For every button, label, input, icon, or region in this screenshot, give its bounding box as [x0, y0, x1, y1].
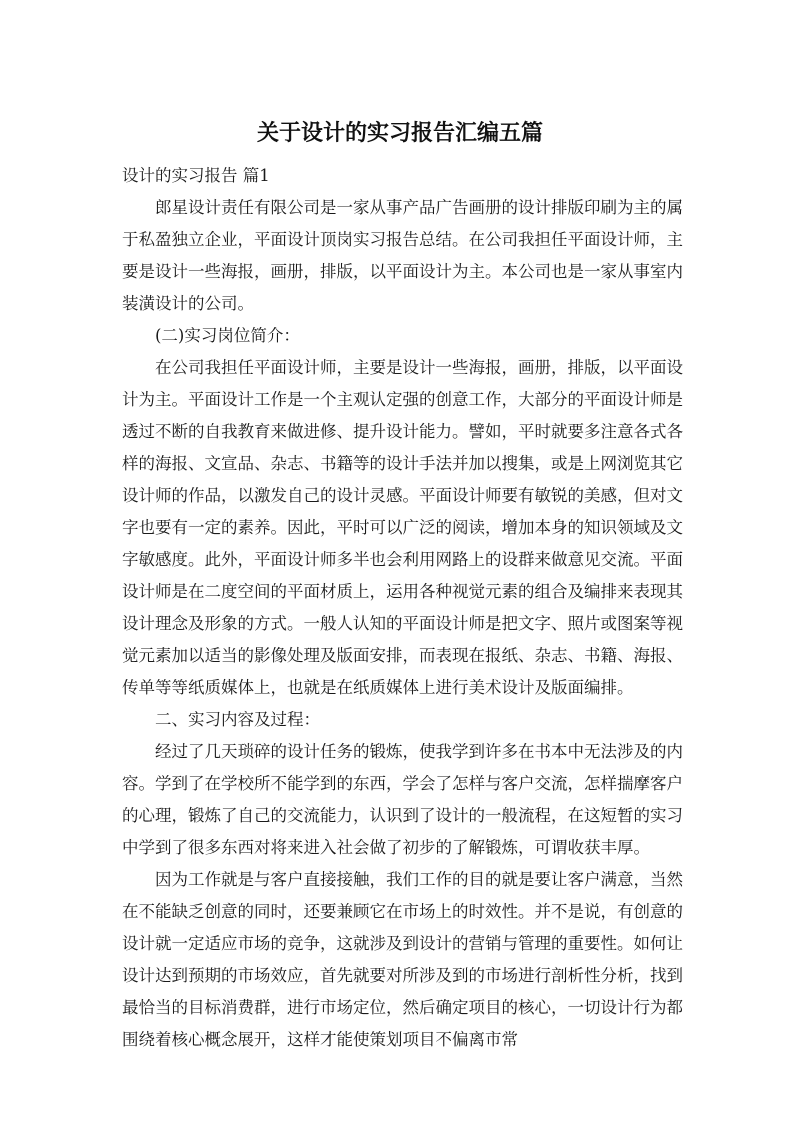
paragraph-line: 计为主。平面设计工作是一个主观认定强的创意工作，大部分的平面设计师是: [122, 390, 683, 409]
paragraph-line: 设计就一定适应市场的竞争，这就涉及到设计的营销与管理的重要性。如何让: [122, 934, 683, 953]
paragraph-line: 设计师是在二度空间的平面材质上，运用各种视觉元素的组合及编排来表现其: [122, 582, 683, 601]
paragraph-line: 字敏感度。此外，平面设计师多半也会利用网路上的设群来做意见交流。平面: [122, 550, 683, 569]
paragraph-line: 郎星设计责任有限公司是一家从事产品广告画册的设计排版印刷为主的属: [155, 198, 683, 217]
paragraph-line: 因为工作就是与客户直接接触，我们工作的目的就是要让客户满意，当然: [155, 870, 683, 889]
paragraph-line: 在公司我担任平面设计师，主要是设计一些海报，画册，排版，以平面设: [155, 358, 683, 377]
paragraph-line: 在不能缺乏创意的同时，还要兼顾它在市场上的时效性。并不是说，有创意的: [122, 902, 683, 921]
paragraph-line: 样的海报、文宣品、杂志、书籍等的设计手法并加以搜集，或是上网浏览其它: [122, 454, 683, 473]
paragraph-line: 设计师的作品，以激发自己的设计灵感。平面设计师要有敏锐的美感，但对文: [122, 486, 683, 505]
paragraph-line: (二)实习岗位简介：: [155, 326, 300, 345]
paragraph-line: 透过不断的自我教育来做进修、提升设计能力。譬如，平时就要多注意各式各: [122, 422, 683, 441]
paragraph-line: 设计理念及形象的方式。一般人认知的平面设计师是把文字、照片或图案等视: [122, 614, 683, 633]
paragraph-line: 字也要有一定的素养。因此，平时可以广泛的阅读，增加本身的知识领域及文: [122, 518, 683, 537]
paragraph-line: 装潢设计的公司。: [122, 294, 254, 313]
document-body: [122, 160, 683, 1056]
paragraph-line: 经过了几天琐碎的设计任务的锻炼，使我学到许多在书本中无法涉及的内: [155, 742, 683, 761]
paragraph-line: 最恰当的目标消费群，进行市场定位，然后确定项目的核心，一切设计行为都: [122, 998, 683, 1017]
document-title: 关于设计的实习报告汇编五篇: [256, 121, 543, 146]
section-heading: 设计的实习报告 篇1: [122, 166, 270, 185]
paragraph-line: 的心理，锻炼了自己的交流能力，认识到了设计的一般流程，在这短暂的实习: [122, 806, 683, 825]
paragraph-line: 围绕着核心概念展开，这样才能使策划项目不偏离市常: [122, 1030, 518, 1049]
paragraph-line: 觉元素加以适当的影像处理及版面安排，而表现在报纸、杂志、书籍、海报、: [122, 646, 683, 665]
paragraph-line: 中学到了很多东西对将来进入社会做了初步的了解锻炼，可谓收获丰厚。: [122, 838, 650, 857]
paragraph-line: 二、实习内容及过程：: [155, 710, 320, 729]
paragraph-line: 于私盈独立企业，平面设计顶岗实习报告总结。在公司我担任平面设计师，主: [122, 230, 683, 249]
paragraph-line: 设计达到预期的市场效应，首先就要对所涉及到的市场进行剖析性分析，找到: [122, 966, 683, 985]
paragraph-line: 容。学到了在学校所不能学到的东西，学会了怎样与客户交流，怎样揣摩客户: [122, 774, 683, 793]
paragraph-line: 传单等等纸质媒体上，也就是在纸质媒体上进行美术设计及版面编排。: [122, 678, 634, 697]
paragraph-line: 要是设计一些海报，画册，排版，以平面设计为主。本公司也是一家从事室内: [122, 262, 683, 281]
